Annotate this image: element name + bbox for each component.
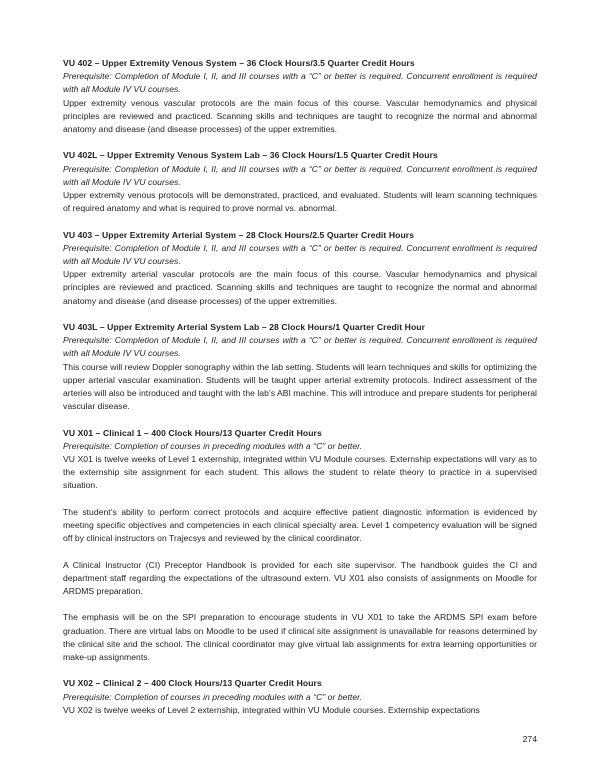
course-block xyxy=(63,321,537,413)
course-description-paragraph: A Clinical Instructor (CI) Preceptor Handbook is provided for each site supervisor. The handbook guides the CI and department staff regarding the expectations of the ultrasound extern. VU X01 also consists of assignments on Moodle for ARDMS preparation. xyxy=(63,559,537,597)
course-block xyxy=(63,57,537,136)
course-description-paragraph: This course will review Doppler sonography within the lab setting. Students will learn techniques and skills for optimizing the upper arterial vascular examination. Students will be taught upper arterial extremity protocols. Indirect assessment of the arteries will also be introduced and taught with the lab’s ABI machine. This will introduce and prepare students for peripheral vascular disease. xyxy=(63,361,537,412)
paragraph-gap xyxy=(63,598,537,611)
course-prerequisite: Prerequisite: Completion of Module I, II, and III courses with a “C” or better is required. Concurrent enrollment is required with all Module IV VU courses. xyxy=(63,71,537,95)
course-title: VU 402 – Upper Extremity Venous System – 36 Clock Hours/3.5 Quarter Credit Hours xyxy=(63,58,415,68)
course-prerequisite: Prerequisite: Completion of Module I, II, and III courses with a “C” or better is required. Concurrent enrollment is required with all Module IV VU courses. xyxy=(63,242,537,267)
course-prerequisite: Prerequisite: Completion of courses in preceding modules with a “C” or better. xyxy=(63,440,363,451)
course-title: VU 403L – Upper Extremity Arterial System Lab – 28 Clock Hours/1 Quarter Credit Hour xyxy=(63,322,426,333)
course-block xyxy=(63,149,537,215)
course-description-paragraph: The emphasis will be on the SPI preparation to encourage students in VU X01 to take the ARDMS SPI exam before graduation. There are virtual labs on Moodle to be used if clinical site assignment is unavailable for reasons determined by the clinical site and the school. The clinical coordinator may give virtual lab assignments for extra learning opportunities or make-up assignments. xyxy=(63,612,537,663)
course-description-paragraph: The student’s ability to perform correct protocols and acquire effective patient diagnostic information is evidenced by meeting specific objectives and competencies in each clinical specialty area. Level 1 competency evaluation will be signed off by clinical instructors on Trajecsys and reviewed by the clinical coordinator. xyxy=(63,506,537,544)
course-prerequisite: Prerequisite: Completion of courses in preceding modules with a “C” or better. xyxy=(63,691,363,702)
course-description-paragraph: Upper extremity arterial vascular protocols are the main focus of this course. Vascular hemodynamics and physical principles are reviewed and practiced. Scanning skills and techniques are taught to recognize the normal and abnormal anatomy and disease (and disease processes) of the upper extremities. xyxy=(63,269,537,306)
course-block xyxy=(63,427,537,665)
page-number: 274 xyxy=(522,734,537,744)
course-description-paragraph: VU X01 is twelve weeks of Level 1 externship, integrated within VU Module courses. Externship expectations will vary as to the externship site assignment for each student. This allows the student to relate theory to practice in a supervised situation. xyxy=(63,454,537,491)
course-prerequisite: Prerequisite: Completion of Module I, II, and III courses with a “C” or better is required. Concurrent enrollment is required with all Module IV VU courses. xyxy=(63,163,537,187)
paragraph-gap xyxy=(63,493,537,506)
course-title: VU 403 – Upper Extremity Arterial System – 28 Clock Hours/2.5 Quarter Credit Hours xyxy=(63,229,415,240)
paragraph-gap xyxy=(63,545,537,558)
course-description-paragraph: Upper extremity venous vascular protocols are the main focus of this course. Vascular hemodynamics and physical principles are reviewed and practiced. Scanning skills and techniques are taught to recognize the normal and abnormal anatomy and disease (and disease processes) of the upper extremities. xyxy=(63,97,537,135)
course-prerequisite: Prerequisite: Completion of Module I, II, and III courses with a “C” or better is required. Concurrent enrollment is required with all Module IV VU courses. xyxy=(63,335,537,359)
course-block xyxy=(63,677,537,717)
document-body xyxy=(63,57,537,730)
course-block xyxy=(63,229,537,308)
course-description-paragraph: Upper extremity venous protocols will be demonstrated, practiced, and evaluated. Students will learn scanning techniques of required anatomy and what is required to prove normal vs. abnormal. xyxy=(63,190,537,214)
course-description-paragraph: VU X02 is twelve weeks of Level 2 externship, integrated within VU Module courses. Externship expectations xyxy=(63,704,480,715)
course-title: VU 402L – Upper Extremity Venous System Lab – 36 Clock Hours/1.5 Quarter Credit Hours xyxy=(63,150,438,161)
course-title: VU X01 – Clinical 1 – 400 Clock Hours/13 Quarter Credit Hours xyxy=(63,427,322,438)
course-title: VU X02 – Clinical 2 – 400 Clock Hours/13 Quarter Credit Hours xyxy=(63,678,322,689)
